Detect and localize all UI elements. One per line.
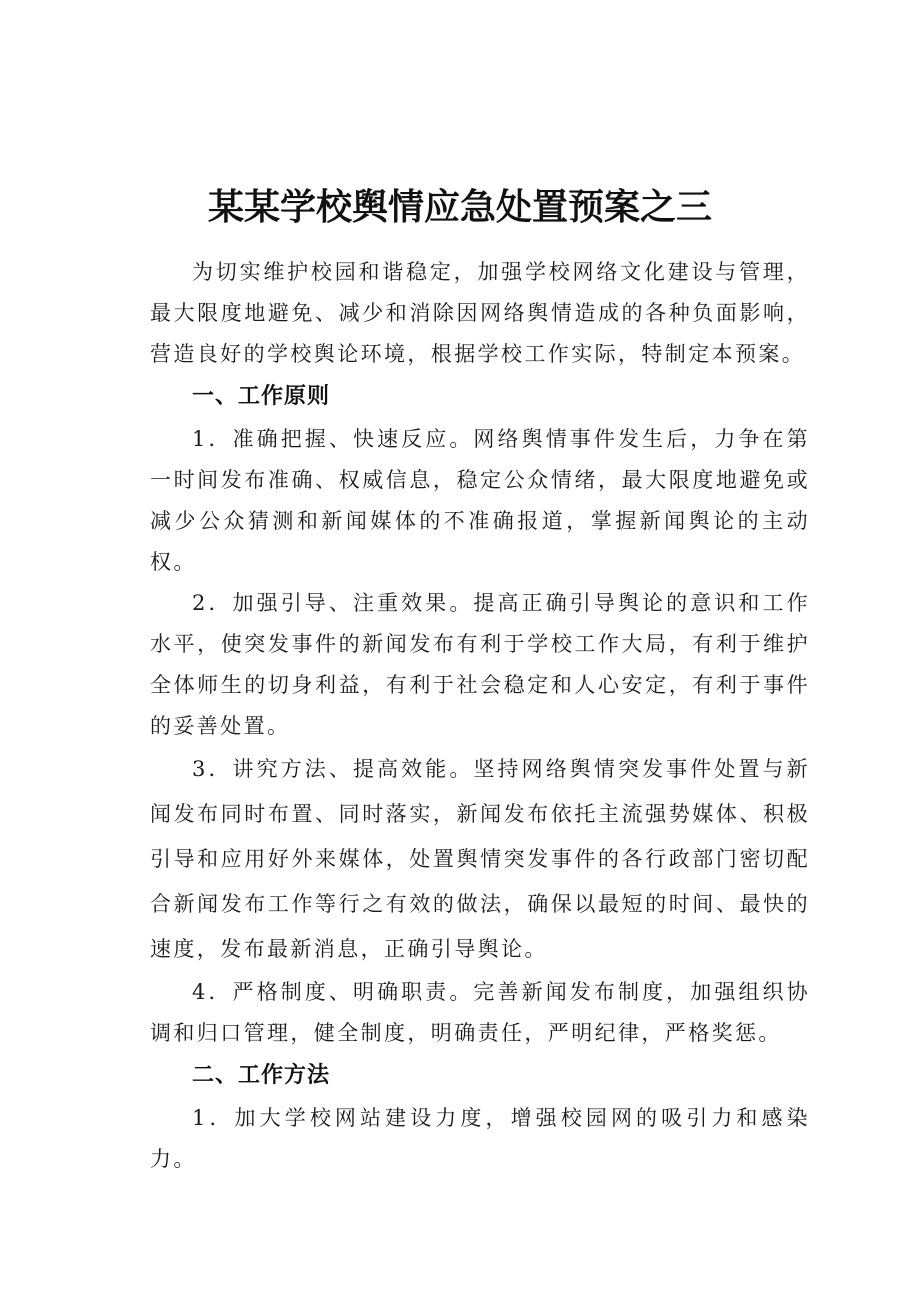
principle-item-3: 3．讲究方法、提高效能。坚持网络舆情突发事件处置与新闻发布同时布置、同时落实，新闻发布依托主流强势媒体、积极引导和应用好外来媒体，处置舆情突发事件的各行政部门密切配合新闻发布工作等行之有效的做法，确保以最短的时间、最快的速度，发布最新消息，正确引导舆论。: [150, 757, 810, 961]
principle-item-2: 2．加强引导、注重效果。提高正确引导舆论的意识和工作水平，使突发事件的新闻发布有利于学校工作大局，有利于维护全体师生的切身利益，有利于社会稳定和人心安定，有利于事件的妥善处置。: [150, 591, 810, 738]
document-title: 某某学校舆情应急处置预案之三: [207, 186, 712, 229]
principle-item-1: 1．准确把握、快速反应。网络舆情事件发生后，力争在第一时间发布准确、权威信息，稳定公众情绪，最大限度地避免或减少公众猜测和新闻媒体的不准确报道，掌握新闻舆论的主动权。: [150, 427, 810, 574]
document-body: [150, 252, 810, 1180]
intro-paragraph: 为切实维护校园和谐稳定，加强学校网络文化建设与管理，最大限度地避免、减少和消除因网络舆情造成的各种负面影响，营造良好的学校舆论环境，根据学校工作实际，特制定本预案。: [150, 260, 810, 366]
section-heading-principles: 一、工作原则: [192, 384, 331, 409]
principle-item-4: 4．严格制度、明确职责。完善新闻发布制度，加强组织协调和归口管理，健全制度，明确责任，严明纪律，严格奖惩。: [150, 980, 810, 1045]
method-item-1: 1．加大学校网站建设力度，增强校园网的吸引力和感染力。: [150, 1106, 810, 1171]
section-heading-methods: 二、工作方法: [192, 1063, 331, 1088]
